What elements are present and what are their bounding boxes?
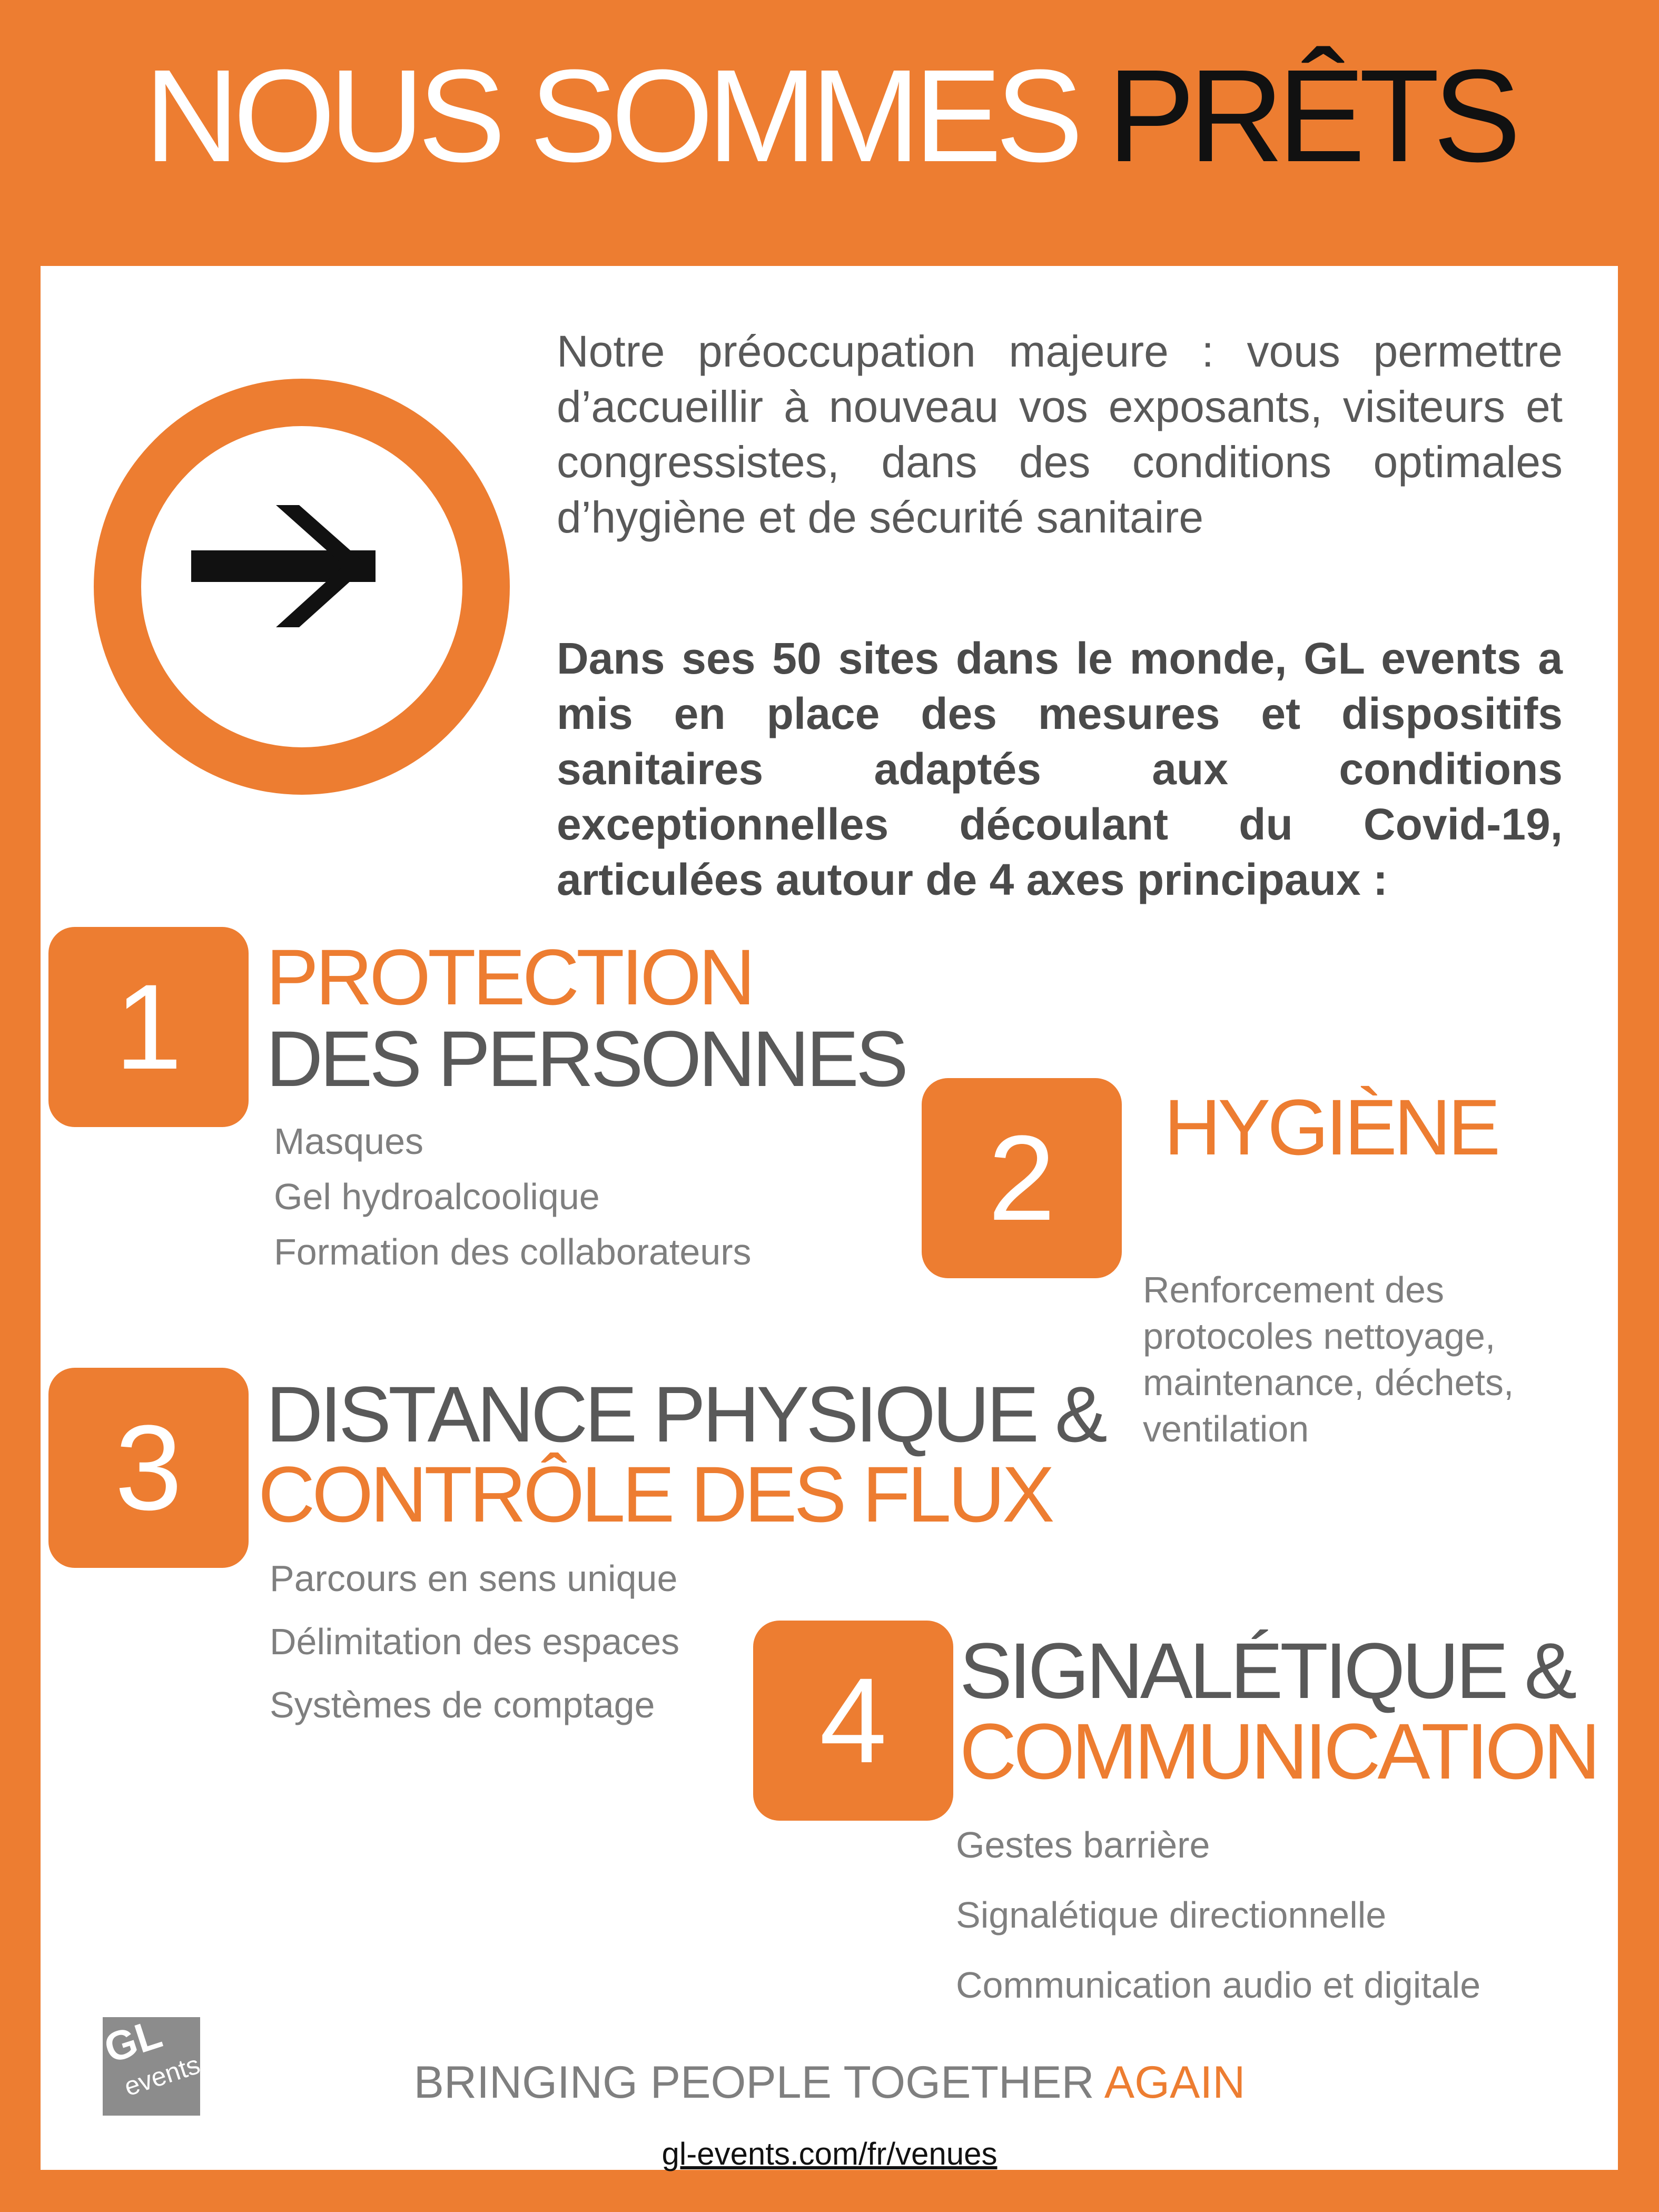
axis-1-title-line2: DES PERSONNES xyxy=(266,1014,905,1103)
axis-4-number: 4 xyxy=(753,1621,953,1821)
tagline-part-1: BRINGING PEOPLE TOGETHER xyxy=(413,2057,1104,2108)
axis-1-item: Masques xyxy=(274,1121,424,1162)
axis-1-item: Gel hydroalcoolique xyxy=(274,1176,600,1217)
arrow-right-icon xyxy=(94,379,510,795)
axis-3-title-line2: CONTRÔLE DES FLUX xyxy=(258,1450,1052,1538)
page-title xyxy=(0,42,1659,189)
axis-2-number: 2 xyxy=(922,1078,1122,1278)
axis-2-title: HYGIÈNE xyxy=(1164,1083,1498,1171)
axis-2-description: Renforcement des protocoles nettoyage, maintenance, déchets, ventilation xyxy=(1143,1269,1514,1449)
website-link[interactable]: gl-events.com/fr/venues xyxy=(661,2136,998,2171)
intro-text: Notre préoccupation majeure : vous permettre d’accueillir à nouveau vos exposants, visiteurs et congressistes, dans des conditions optimales d’hygiène et de sécurité sanitaire xyxy=(557,327,1563,542)
axis-4-item: Communication audio et digitale xyxy=(956,1964,1481,2006)
axis-3-number: 3 xyxy=(48,1368,249,1568)
axis-3-item: Parcours en sens unique xyxy=(270,1558,678,1599)
title-part-2: PRÊTS xyxy=(1107,42,1515,189)
axis-1-items xyxy=(274,1114,752,1280)
logo-text-gl: GL xyxy=(103,2017,167,2072)
axis-1-title-line1: PROTECTION xyxy=(266,933,753,1021)
axis-4-items xyxy=(956,1810,1480,2020)
logo-text-events: events xyxy=(120,2049,200,2102)
axis-3-item: Systèmes de comptage xyxy=(270,1684,655,1725)
axis-3-title-line1: DISTANCE PHYSIQUE & xyxy=(266,1370,1104,1458)
tagline xyxy=(0,2057,1659,2109)
axis-4-item: Gestes barrière xyxy=(956,1824,1210,1865)
title-part-1: NOUS SOMMES xyxy=(144,42,1108,189)
axis-1-item: Formation des collaborateurs xyxy=(274,1231,752,1272)
tagline-part-2: AGAIN xyxy=(1104,2057,1246,2108)
axis-4-item: Signalétique directionnelle xyxy=(956,1894,1387,1935)
arrow-right-icon-graphic xyxy=(141,426,462,747)
axis-4-title-line1: SIGNALÉTIQUE & xyxy=(960,1626,1574,1715)
axis-4-title-line2: COMMUNICATION xyxy=(960,1707,1597,1795)
intro-bold-text: Dans ses 50 sites dans le monde, GL events a mis en place des mesures et dispositifs sanitaires adaptés aux conditions exceptionnelles découlant du Covid-19, articulées autour de 4 axes principaux : xyxy=(557,634,1563,904)
axis-1-number: 1 xyxy=(48,927,249,1127)
axis-3-items xyxy=(270,1547,679,1736)
axis-3-item: Délimitation des espaces xyxy=(270,1621,680,1662)
